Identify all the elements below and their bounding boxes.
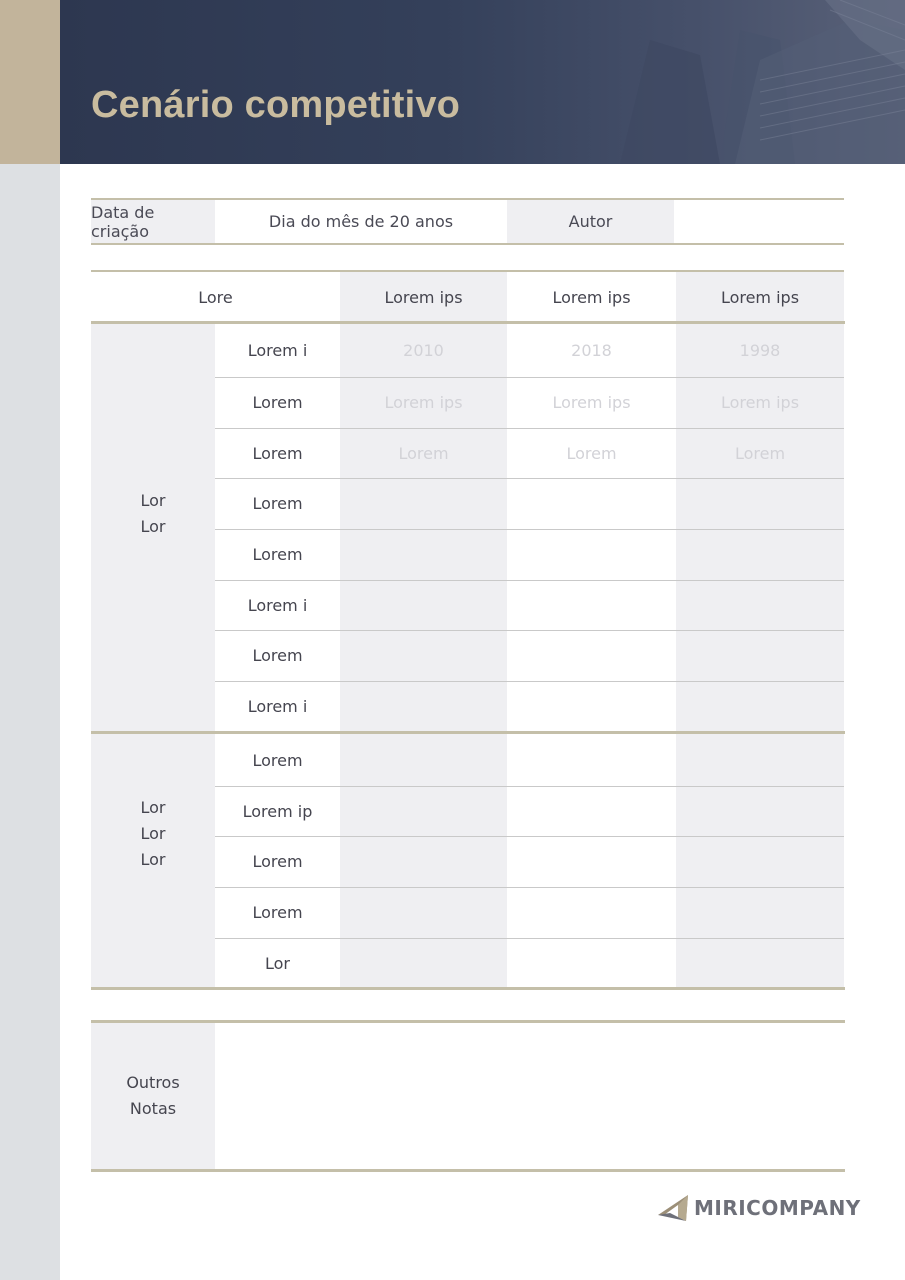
table-cell[interactable] [340,734,507,786]
table-cell[interactable] [507,681,676,731]
row-label: Lorem ip [242,801,313,821]
table-cell[interactable]: Lorem ips [552,393,631,412]
group-label-line: Lor [140,850,166,869]
table-cell[interactable] [676,630,844,681]
notes-section [91,1020,845,1172]
table-cell[interactable]: Lorem ips [384,393,463,412]
group-label-1 [91,488,215,540]
group-label-line: Lor [140,824,166,843]
table-cell[interactable] [340,786,507,836]
company-logo [656,1192,861,1224]
group-label-line: Lor [140,517,166,536]
author-value[interactable] [674,200,844,243]
table-cell[interactable] [507,478,676,529]
table-corner-header: Lore [198,287,233,307]
table-cell[interactable] [340,630,507,681]
column-header-3: Lorem ips [720,287,800,307]
table-cell[interactable] [340,529,507,580]
row-label: Lor [265,953,290,973]
table-cell[interactable] [507,887,676,938]
table-cell[interactable] [676,938,844,988]
table-cell[interactable] [340,681,507,731]
notes-label [91,1023,215,1169]
row-label: Lorem [252,393,303,412]
row-label: Lorem [252,852,303,871]
table-cell[interactable] [507,836,676,887]
table-cell[interactable]: 2018 [571,341,612,360]
creation-date-label: Data de criação [91,200,215,243]
competitive-table [91,270,844,989]
header-banner [60,0,905,164]
table-cell[interactable] [676,681,844,731]
table-cell[interactable]: 1998 [739,341,781,360]
author-label: Autor [507,200,674,243]
side-accent-bar [0,0,60,164]
table-cell[interactable] [676,529,844,580]
table-cell[interactable] [507,734,676,786]
table-cell[interactable] [507,786,676,836]
side-margin-bar [0,164,60,1280]
row-label: Lorem i [247,341,308,360]
table-cell[interactable] [507,529,676,580]
row-label: Lorem [252,903,303,922]
table-cell[interactable] [340,938,507,988]
column-header-2: Lorem ips [552,287,631,307]
table-cell[interactable] [676,887,844,938]
skyscraper-background-graphic [60,0,905,164]
info-row [91,198,844,245]
notes-field[interactable] [215,1023,845,1169]
table-cell[interactable] [676,786,844,836]
table-cell[interactable] [340,836,507,887]
row-label: Lorem [252,443,303,463]
group-label-line: Lor [140,798,166,817]
table-cell[interactable]: Lorem [566,443,617,463]
table-cell[interactable] [340,580,507,630]
row-label: Lorem i [247,696,308,716]
row-label: Lorem i [247,595,308,615]
row-label: Lorem [252,646,303,665]
table-cell[interactable]: 2010 [403,341,444,360]
row-label: Lorem [252,750,303,770]
table-cell[interactable]: Lorem [734,443,786,463]
notes-label-line-1: Outros [126,1073,180,1092]
logo-text: MIRICOMPANY [694,1196,861,1220]
table-cell[interactable] [507,580,676,630]
notes-label-line-2: Notas [129,1099,177,1118]
table-cell[interactable]: Lorem [398,443,449,463]
table-cell[interactable] [676,836,844,887]
table-cell[interactable] [340,478,507,529]
group-label-2 [91,795,215,873]
miricompany-logo-icon [656,1193,690,1223]
group-label-line: Lor [140,491,166,510]
page-title: Cenário competitivo [91,84,461,126]
table-cell[interactable] [676,580,844,630]
table-cell[interactable] [340,887,507,938]
table-cell[interactable] [507,630,676,681]
column-header-1: Lorem ips [384,287,463,307]
row-label: Lorem [252,545,303,564]
table-cell[interactable]: Lorem ips [720,393,800,412]
table-cell[interactable] [507,938,676,988]
table-cell[interactable] [676,478,844,529]
row-label: Lorem [252,494,303,513]
creation-date-value[interactable]: Dia do mês de 20 anos [268,212,454,231]
table-cell[interactable] [676,734,844,786]
